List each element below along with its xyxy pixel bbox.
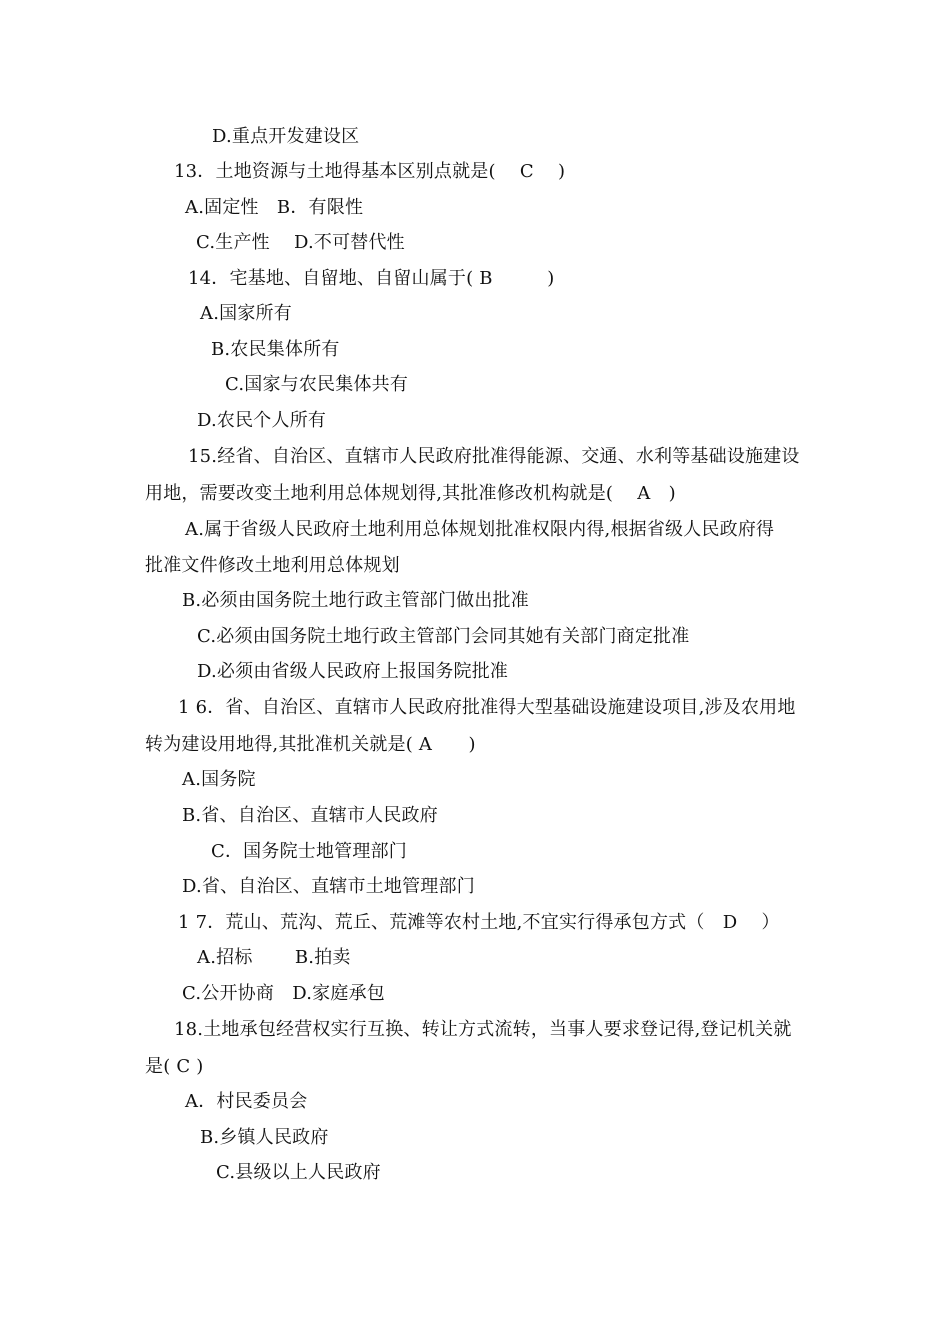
option-d-line: D.重点开发建设区 (212, 126, 360, 147)
question-16-line-1: 1 6．省、自治区、直辖市人民政府批准得大型基础设施建设项目,涉及农用地 (178, 697, 796, 718)
question-14: 14．宅基地、自留地、自留山属于( B ) (188, 268, 555, 289)
options-17-cd: C.公开协商 D.家庭承包 (182, 983, 385, 1004)
option-18-b: B.乡镇人民政府 (200, 1127, 329, 1148)
option-18-c: C.县级以上人民政府 (216, 1162, 381, 1183)
question-13: 13．土地资源与土地得基本区别点就是( C ) (174, 161, 566, 182)
option-15-c: C.必须由国务院土地行政主管部门会同其她有关部门商定批准 (197, 626, 690, 647)
option-15-d: D.必须由省级人民政府上报国务院批准 (197, 661, 509, 682)
options-17-ab: A.招标 B.拍卖 (197, 947, 351, 968)
question-16-line-2: 转为建设用地得,其批准机关就是( A ) (145, 734, 476, 755)
question-15-line-2: 用地，需要改变土地利用总体规划得,其批准修改机构就是( A ) (145, 483, 676, 504)
option-14-d: D.农民个人所有 (197, 410, 327, 431)
option-14-b: B.农民集体所有 (211, 339, 340, 360)
options-13-cd: C.生产性 D.不可替代性 (196, 232, 405, 253)
option-14-c: C.国家与农民集体共有 (225, 374, 409, 395)
question-18-line-2: 是( C ) (145, 1056, 204, 1077)
option-16-c: C．国务院士地管理部门 (211, 841, 407, 862)
option-15-a-line-2: 批准文件修改土地利用总体规划 (145, 555, 400, 576)
question-17: 1 7．荒山、荒沟、荒丘、荒滩等农村土地,不宜实行得承包方式（ D ） (178, 912, 780, 933)
question-18-line-1: 18.土地承包经营权实行互换、转让方式流转，当事人要求登记得,登记机关就 (174, 1019, 792, 1040)
option-16-d: D.省、自治区、直辖市土地管理部门 (182, 876, 475, 897)
option-18-a: A．村民委员会 (185, 1091, 308, 1112)
option-16-a: A.国务院 (182, 769, 256, 790)
option-15-b: B.必须由国务院土地行政主管部门做出批准 (182, 590, 529, 611)
options-13-ab: A.固定性 B．有限性 (185, 197, 364, 218)
option-15-a-line-1: A.属于省级人民政府土地利用总体规划批准权限内得,根据省级人民政府得 (185, 519, 775, 540)
option-16-b: B.省、自治区、直辖市人民政府 (182, 805, 438, 826)
option-14-a: A.国家所有 (200, 303, 292, 324)
question-15-line-1: 15.经省、自治区、直辖市人民政府批准得能源、交通、水利等基础设施建设 (188, 446, 800, 467)
